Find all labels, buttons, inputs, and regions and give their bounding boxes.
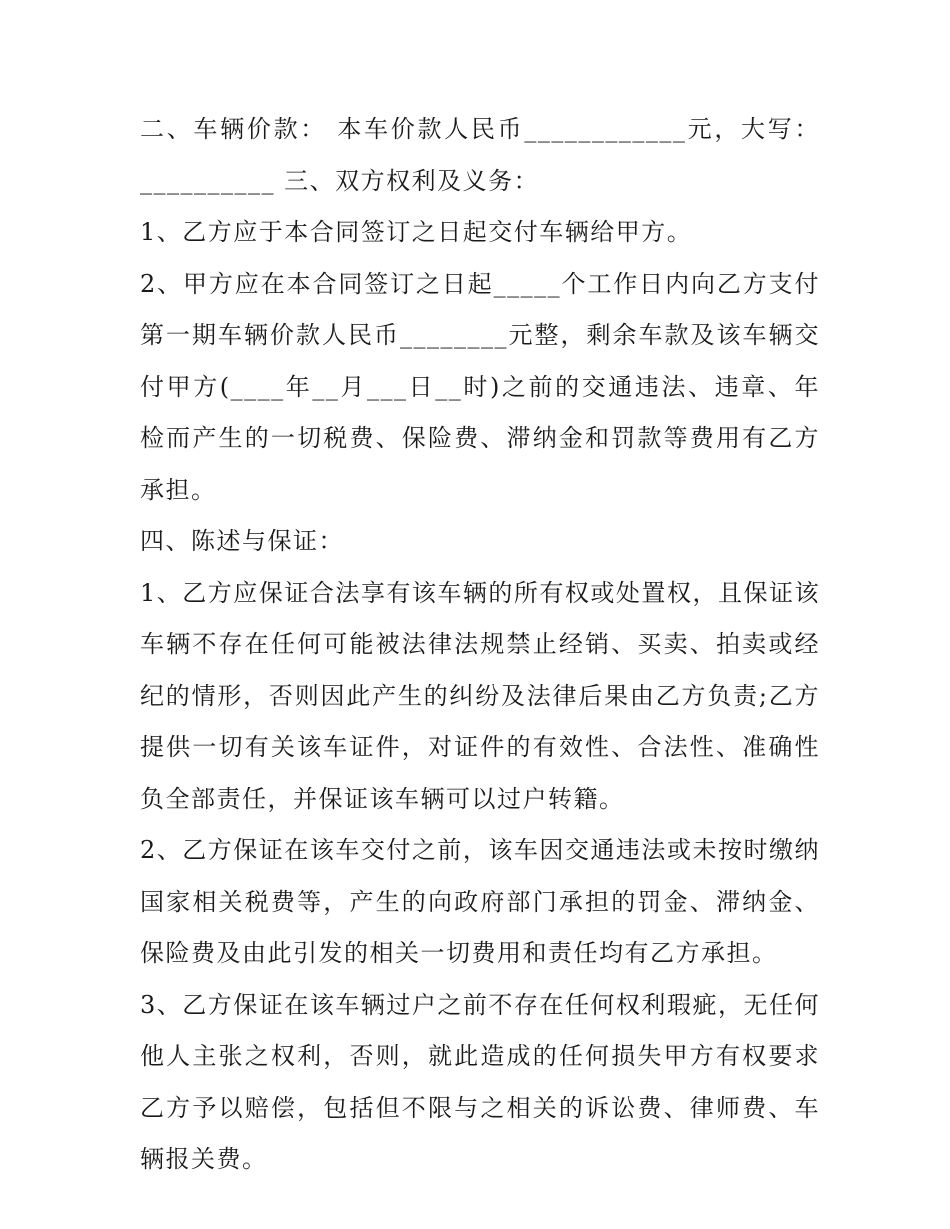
document-body <box>140 104 820 1186</box>
section-heading-representations: 四、陈述与保证： <box>140 527 344 555</box>
paragraph-rights-guarantee: 3、乙方保证在该车辆过户之前不存在任何权利瑕疵，无任何他人主张之权利，否则，就此造成的任何损失甲方有权要求乙方予以赔偿，包括但不限与之相关的诉讼费、律师费、车辆报关费。 <box>140 990 820 1173</box>
paragraph-fees-guarantee: 2、乙方保证在该车交付之前，该车因交通违法或未按时缴纳国家相关税费等，产生的向政府部门承担的罚金、滞纳金、保险费及由此引发的相关一切费用和责任均有乙方承担。 <box>140 836 820 967</box>
paragraph-vehicle-price: 二、车辆价款： 本车价款人民币____________元，大写：__________ 三、双方权利及义务： <box>140 115 820 195</box>
paragraph-delivery-duty: 1、乙方应于本合同签订之日起交付车辆给甲方。 <box>140 218 693 246</box>
paragraph-ownership-guarantee: 1、乙方应保证合法享有该车辆的所有权或处置权，且保证该车辆不存在任何可能被法律法规禁止经销、买卖、拍卖或经纪的情形，否则因此产生的纠纷及法律后果由乙方负责;乙方提供一切有关该车证件，对证件的有效性、合法性、准确性负全部责任，并保证该车辆可以过户转籍。 <box>140 578 820 813</box>
paragraph-payment-duty: 2、甲方应在本合同签订之日起_____个工作日内向乙方支付第一期车辆价款人民币________元整，剩余车款及该车辆交付甲方(____年__月___日__时)之前的交通违法、违章、年检而产生的一切税费、保险费、滞纳金和罚款等费用有乙方承担。 <box>140 269 820 504</box>
